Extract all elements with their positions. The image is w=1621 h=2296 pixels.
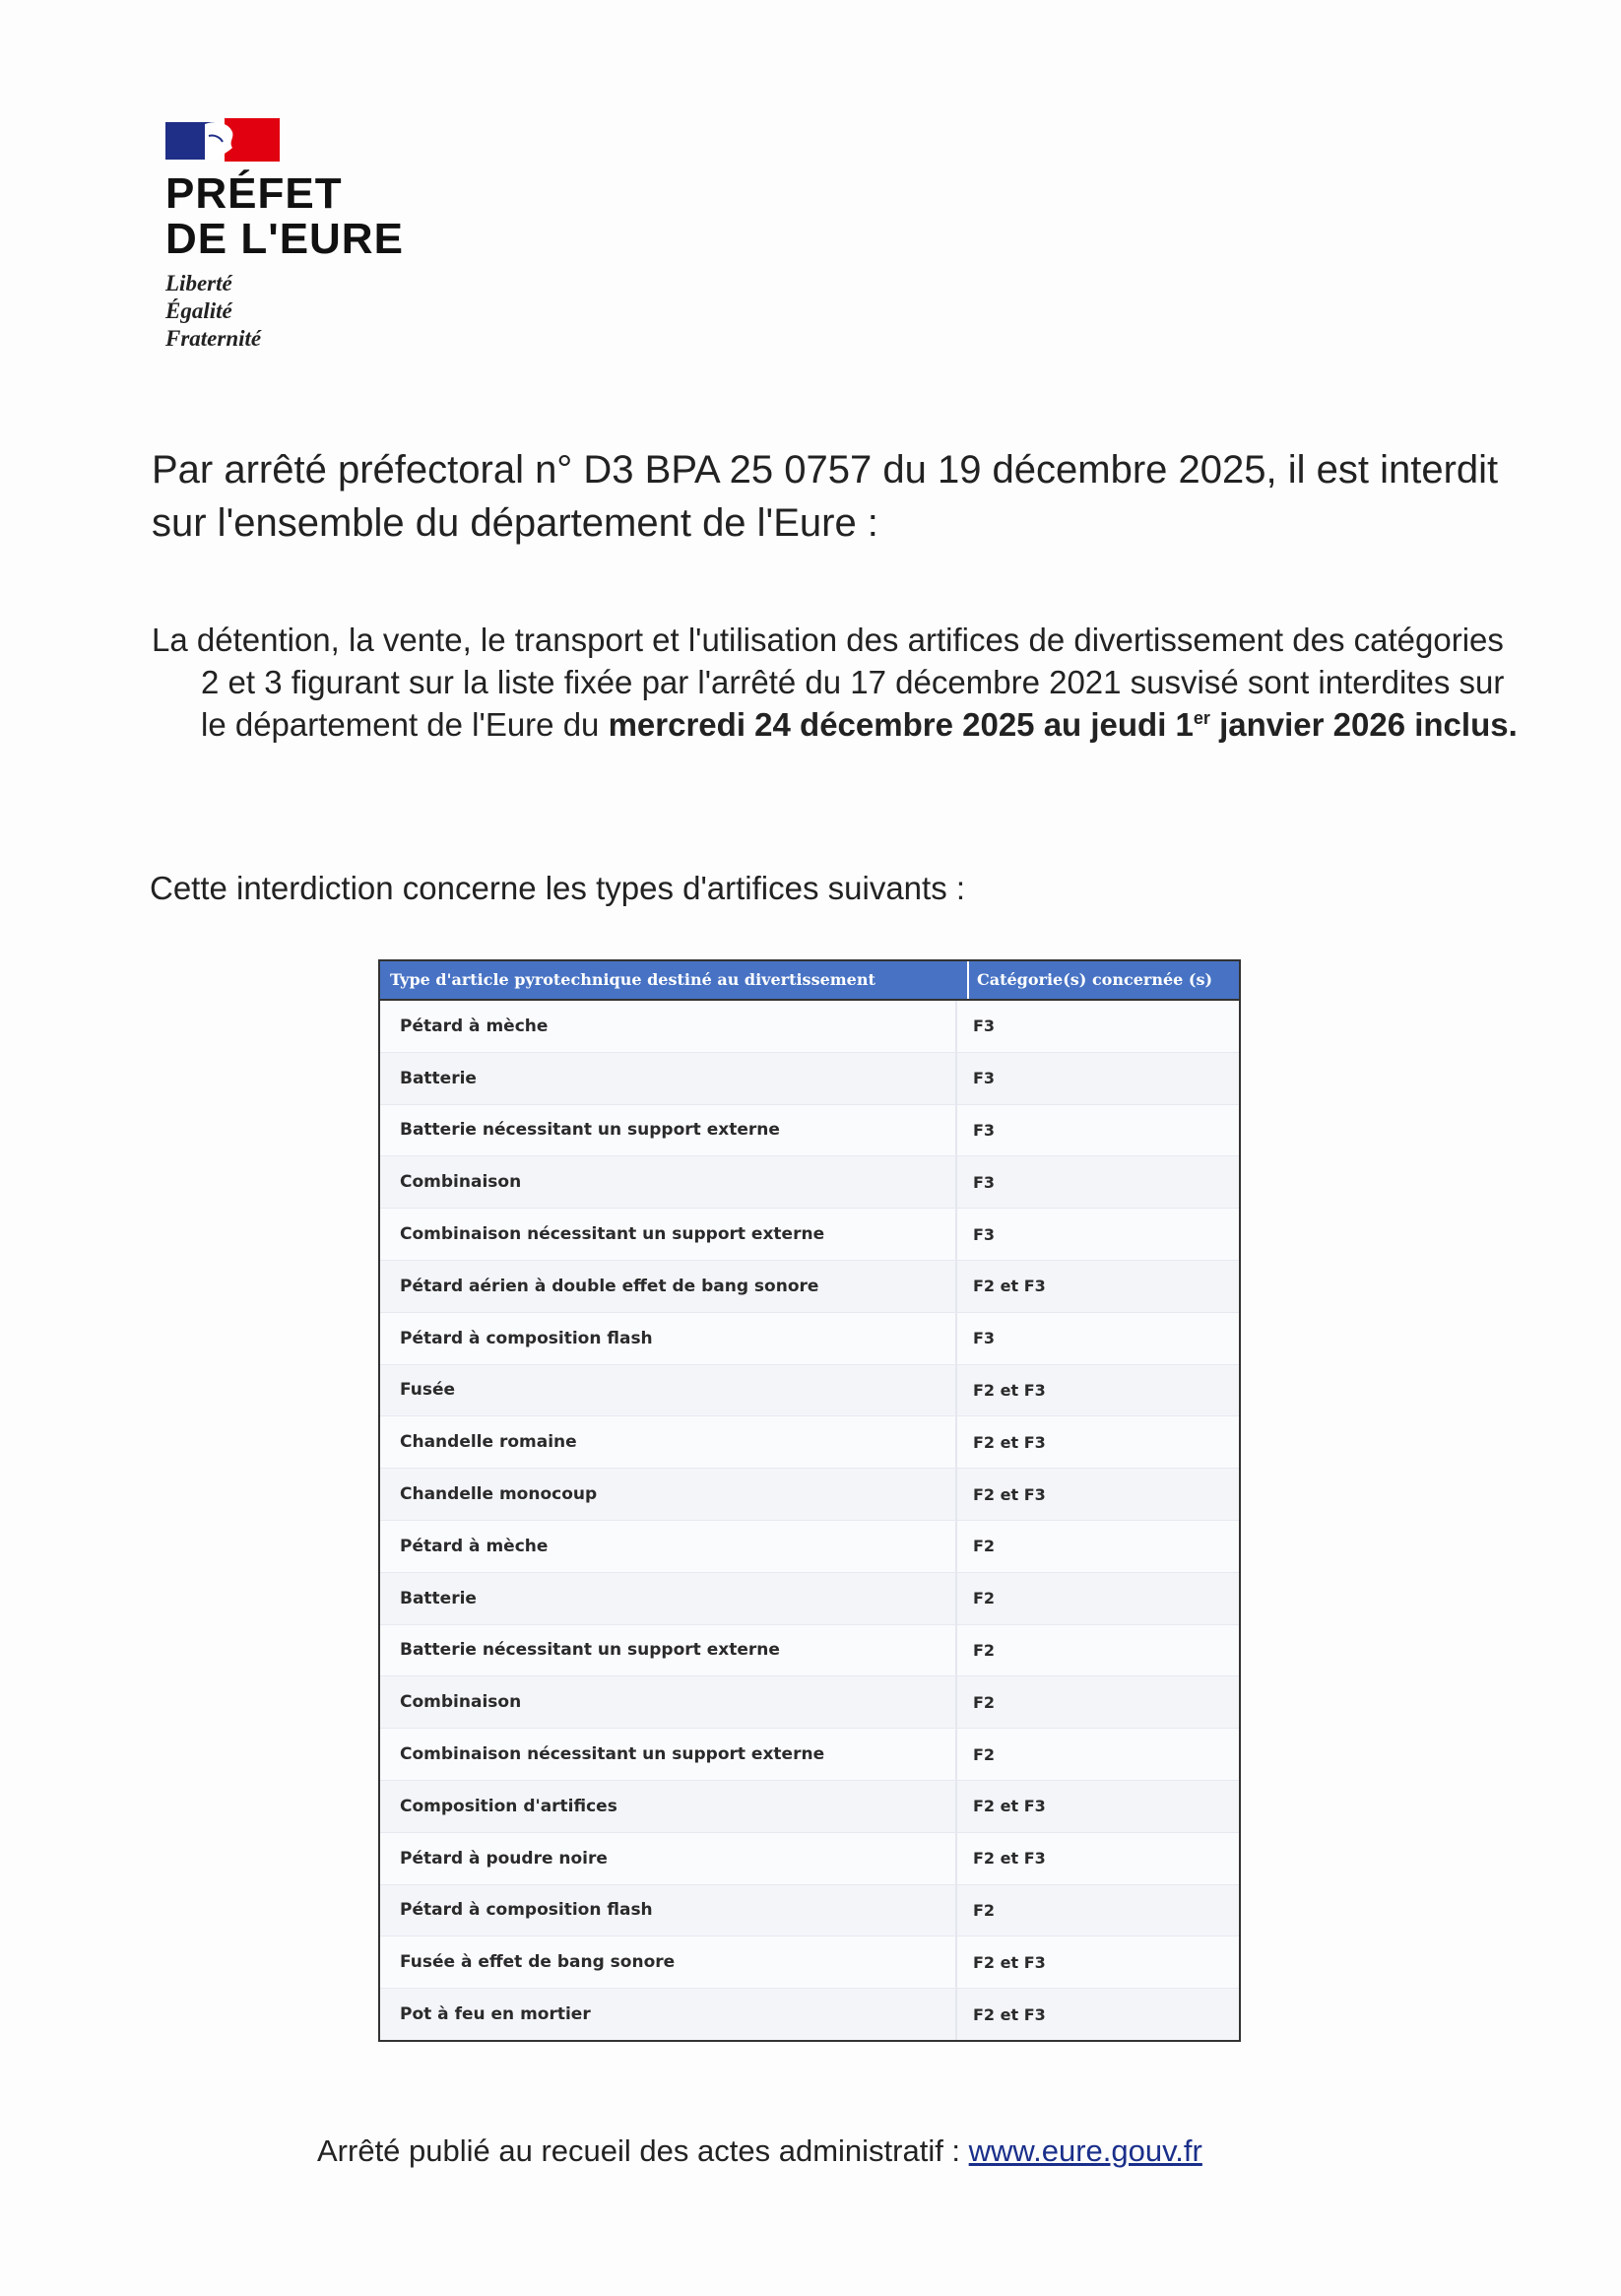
category-cell: F3 [973,1224,996,1244]
motto-egalite: Égalité [165,298,232,323]
table-row [380,1729,1239,1781]
article-type-cell: Batterie nécessitant un support externe [380,1105,957,1156]
table-row [380,1573,1239,1625]
prefecture-logo [165,118,421,353]
article-type-cell: Chandelle romaine [380,1416,957,1468]
header-category-column: Catégorie(s) concernée (s) [977,970,1213,989]
prefet-title-line1: PRÉFET [165,169,343,218]
article-type-cell: Fusée [380,1365,957,1416]
table-row [380,1885,1239,1937]
article-type-cell: Combinaison [380,1156,957,1208]
category-cell: F2 et F3 [973,1952,1046,1972]
prohibition-dates: mercredi 24 décembre 2025 au jeudi 1er janvier 2026 inclus. [608,706,1518,743]
category-cell: F2 et F3 [973,1797,1046,1816]
category-cell: F2 et F3 [973,1484,1046,1504]
article-type-cell: Composition d'artifices [380,1781,957,1832]
article-type-cell: Pétard à composition flash [380,1313,957,1364]
artifices-table [378,959,1241,2042]
table-row [380,1676,1239,1729]
category-cell: F3 [973,1120,996,1140]
category-cell: F2 et F3 [973,2004,1046,2024]
publication-footer [317,2132,1400,2171]
category-cell: F2 [973,1640,996,1660]
footer-text: Arrêté publié au recueil des actes administratif : [317,2133,969,2168]
table-row [380,1469,1239,1521]
table-row [380,1313,1239,1365]
prefecture-website-link[interactable]: www.eure.gouv.fr [968,2133,1202,2168]
table-row [380,1833,1239,1885]
article-type-cell: Pétard à composition flash [380,1885,957,1936]
table-row [380,1156,1239,1209]
article-type-cell: Pot à feu en mortier [380,1989,957,2040]
article-type-cell: Pétard à poudre noire [380,1833,957,1884]
article-type-cell: Fusée à effet de bang sonore [380,1936,957,1988]
prefet-title [165,171,421,262]
table-row [380,1261,1239,1313]
table-row [380,1936,1239,1989]
article-type-cell: Batterie nécessitant un support externe [380,1625,957,1676]
marianne-flag-logo [165,118,280,162]
table-row [380,1105,1239,1157]
category-cell: F2 [973,1900,996,1920]
category-cell: F2 [973,1537,996,1556]
category-cell: F2 [973,1589,996,1608]
article-type-cell: Pétard aérien à double effet de bang sonore [380,1261,957,1312]
republic-motto [165,270,421,353]
article-type-cell: Combinaison [380,1676,957,1728]
motto-liberte: Liberté [165,271,232,295]
category-cell: F3 [973,1329,996,1348]
table-row [380,1001,1239,1053]
header-type-column: Type d'article pyrotechnique destiné au divertissement [380,961,969,999]
table-row [380,1053,1239,1105]
table-header [380,961,1239,1001]
article-type-cell: Pétard à mèche [380,1521,957,1572]
article-type-cell: Combinaison nécessitant un support externe [380,1209,957,1260]
table-row [380,1989,1239,2040]
table-row [380,1625,1239,1677]
article-type-cell: Combinaison nécessitant un support externe [380,1729,957,1780]
table-row [380,1781,1239,1833]
category-cell: F2 [973,1744,996,1764]
category-cell: F3 [973,1017,996,1036]
table-row [380,1521,1239,1573]
marianne-profile-icon [199,118,238,162]
article-type-cell: Batterie [380,1573,957,1624]
prohibition-paragraph [152,619,1521,746]
article-type-cell: Pétard à mèche [380,1001,957,1052]
category-cell: F2 et F3 [973,1277,1046,1296]
motto-fraternite: Fraternité [165,326,262,351]
table-row [380,1209,1239,1261]
category-cell: F2 et F3 [973,1432,1046,1452]
article-type-cell: Chandelle monocoup [380,1469,957,1520]
decree-intro: Par arrêté préfectoral n° D3 BPA 25 0757 du 19 décembre 2025, il est interdit sur l'ensemble du département de l'Eure : [152,448,1499,545]
prohibition-text: La détention, la vente, le transport et l'utilisation des artifices de divertissement des catégories 2 et 3 figurant sur la liste fixée par l'arrêté du 17 décembre 2021 susvisé sont interdites sur le département de l'Eure du [152,622,1505,743]
category-cell: F2 et F3 [973,1380,1046,1400]
category-cell: F2 et F3 [973,1849,1046,1869]
category-cell: F2 [973,1692,996,1712]
category-cell: F3 [973,1069,996,1088]
concern-statement: Cette interdiction concerne les types d'artifices suivants : [150,870,966,906]
table-body [380,1001,1239,2040]
table-row [380,1365,1239,1417]
article-type-cell: Batterie [380,1053,957,1104]
prefet-title-line2: DE L'EURE [165,215,404,263]
table-row [380,1416,1239,1469]
category-cell: F3 [973,1172,996,1192]
